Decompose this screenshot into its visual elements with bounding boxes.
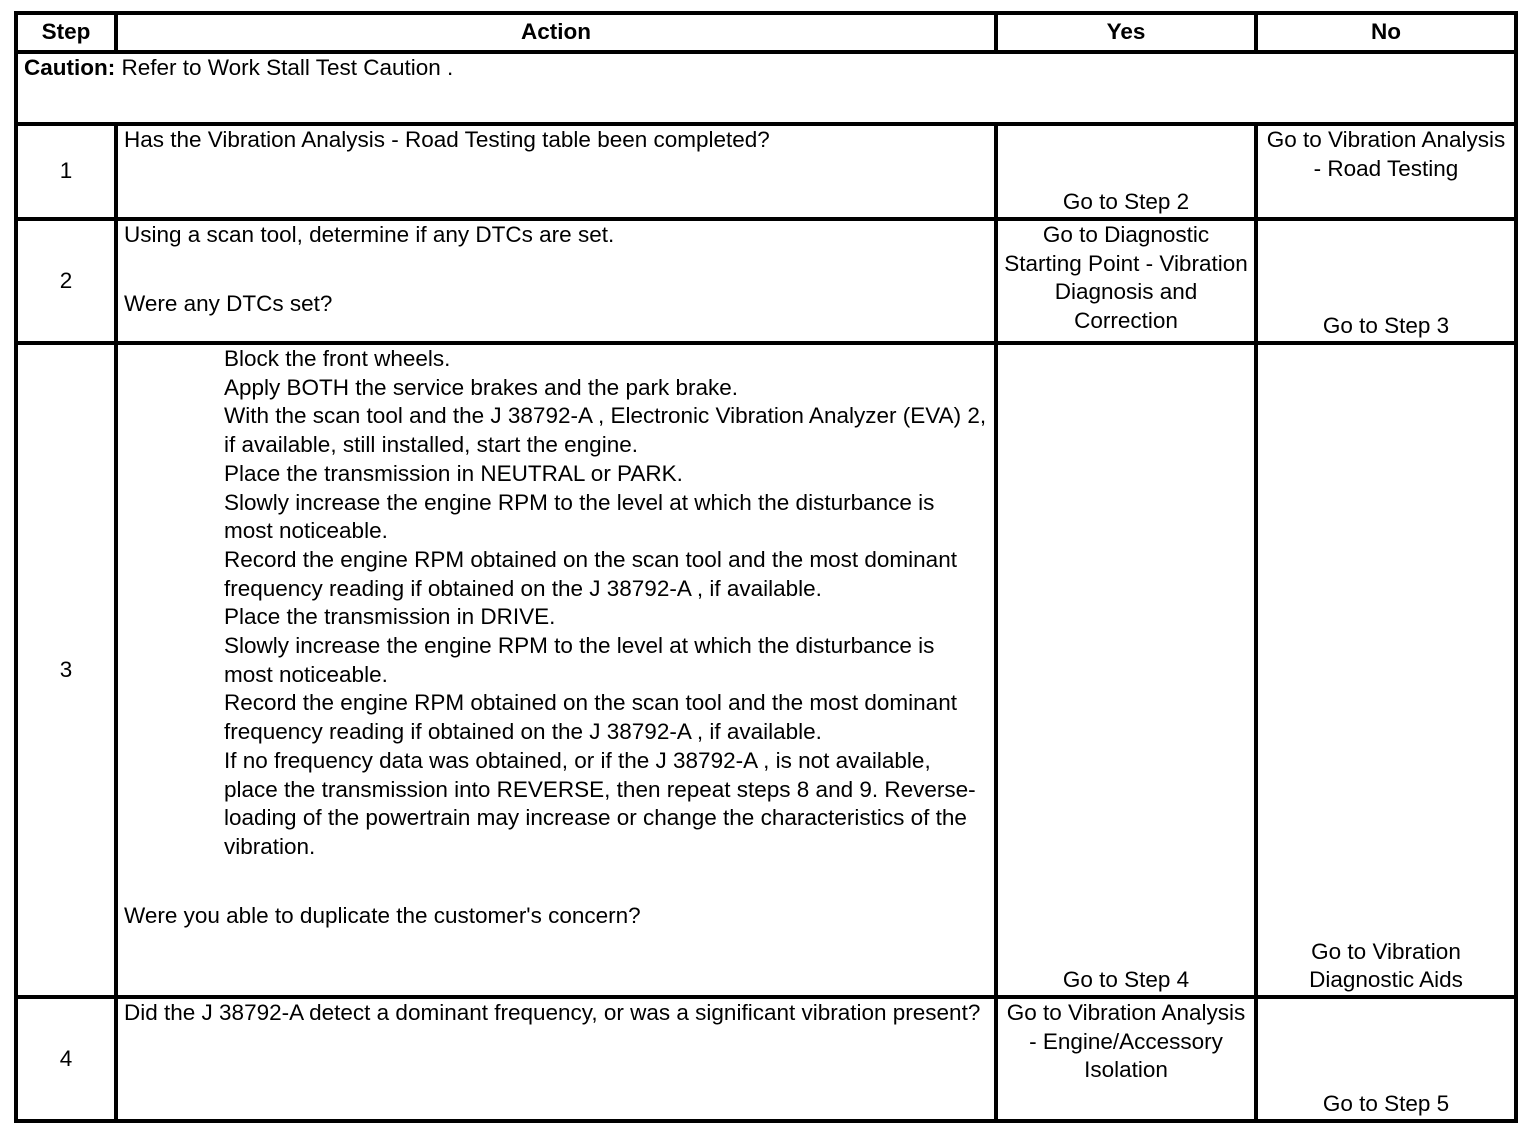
- substep-list: [124, 345, 988, 862]
- substep: Slowly increase the engine RPM to the level at which the disturbance is most noticeable.: [224, 633, 935, 687]
- caution-row: [16, 52, 1516, 124]
- substep: Slowly increase the engine RPM to the level at which the disturbance is most noticeable.: [224, 489, 935, 544]
- step-number: 2: [16, 219, 116, 343]
- yes-outcome: Go to Step 4: [996, 343, 1256, 997]
- substep: Place the transmission in DRIVE.: [224, 604, 556, 630]
- substep: If no frequency data was obtained, or if the J 38792-A , is not available, place the transmission into REVERSE, then repeat steps 8 and 9. Reverse-loading of the powertrain may increase or change the characteristics of the vibration.: [224, 747, 976, 859]
- substep: Record the engine RPM obtained on the scan tool and the most dominant frequency reading if obtained on the J 38792-A , if available.: [224, 546, 957, 601]
- table-row: [16, 997, 1516, 1121]
- action-text: Using a scan tool, determine if any DTCs are set.: [124, 222, 615, 247]
- yes-outcome: Go to Step 2: [996, 124, 1256, 219]
- step-number: 1: [16, 124, 116, 219]
- substep: Record the engine RPM obtained on the scan tool and the most dominant frequency reading if obtained on the J 38792-A , if available.: [224, 690, 957, 745]
- no-outcome: Go to Vibration Diagnostic Aids: [1256, 343, 1516, 997]
- diagnostic-table: [14, 11, 1518, 1123]
- table-row: [16, 124, 1516, 219]
- caution-label: Caution:: [24, 55, 116, 80]
- action-question: Were you able to duplicate the customer's concern?: [124, 902, 641, 928]
- table-row: [16, 343, 1516, 997]
- table-row: [16, 219, 1516, 343]
- no-outcome: Go to Vibration Analysis - Road Testing: [1256, 124, 1516, 219]
- caution-text: Refer to Work Stall Test Caution .: [115, 55, 454, 80]
- yes-outcome: Go to Vibration Analysis - Engine/Accessory Isolation: [996, 997, 1256, 1121]
- header-no: No: [1256, 13, 1516, 52]
- step-action: [116, 997, 996, 1121]
- substep: Block the front wheels.: [224, 346, 451, 371]
- step-action: [116, 124, 996, 219]
- step-number: 3: [16, 343, 116, 997]
- header-row: [16, 13, 1516, 52]
- header-action: Action: [116, 13, 996, 52]
- header-step: Step: [16, 13, 116, 52]
- yes-outcome: Go to Diagnostic Starting Point - Vibration Diagnosis and Correction: [996, 219, 1256, 343]
- substep: With the scan tool and the J 38792-A , Electronic Vibration Analyzer (EVA) 2, if available, still installed, start the engine.: [224, 403, 987, 458]
- header-yes: Yes: [996, 13, 1256, 52]
- action-text: Did the J 38792-A detect a dominant frequency, or was a significant vibration present?: [124, 1000, 981, 1025]
- step-action: [116, 219, 996, 343]
- no-outcome: Go to Step 5: [1256, 997, 1516, 1121]
- substep: Place the transmission in NEUTRAL or PARK.: [224, 460, 683, 486]
- action-question: Were any DTCs set?: [124, 290, 333, 316]
- step-number: 4: [16, 997, 116, 1121]
- substep: Apply BOTH the service brakes and the park brake.: [224, 374, 738, 400]
- action-text: Has the Vibration Analysis - Road Testing table been completed?: [124, 127, 770, 152]
- caution-cell: [16, 52, 1516, 124]
- step-action: [116, 343, 996, 997]
- no-outcome: Go to Step 3: [1256, 219, 1516, 343]
